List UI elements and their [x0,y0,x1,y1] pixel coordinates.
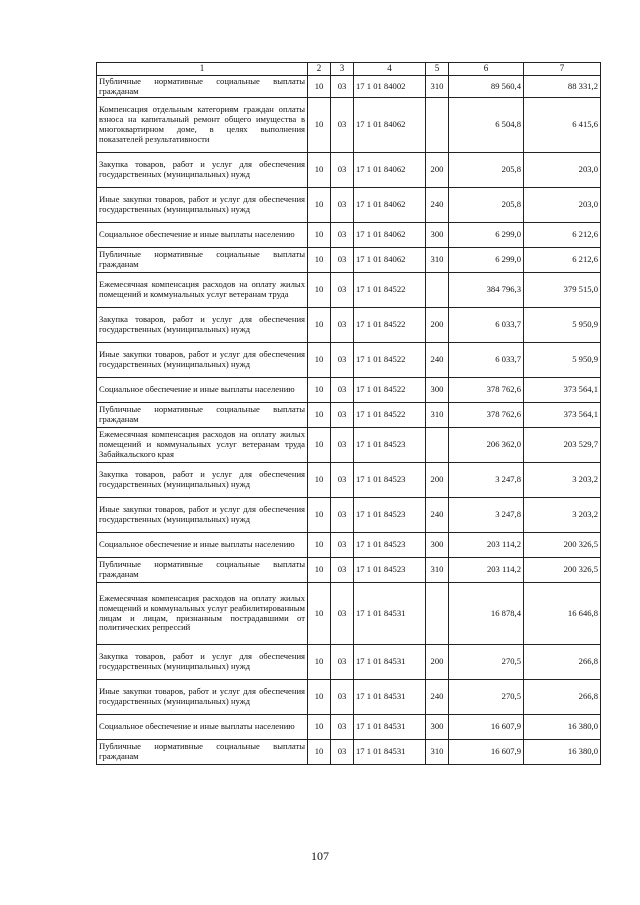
amount-col7-cell: 6 212,6 [524,248,601,273]
amount-col6-cell: 6 299,0 [449,248,524,273]
amount-col7-cell: 203,0 [524,153,601,188]
expense-type-cell: 310 [426,403,449,428]
table-row [97,403,601,428]
section-cell: 10 [308,428,331,463]
amount-col6-cell: 384 796,3 [449,273,524,308]
amount-col7-cell: 203 529,7 [524,428,601,463]
subsection-cell: 03 [331,498,354,533]
amount-col7-cell: 6 415,6 [524,98,601,153]
target-code-cell: 17 1 01 84531 [354,715,426,740]
section-cell: 10 [308,248,331,273]
row-name-cell: Компенсация отдельным категориям граждан оплаты взноса на капитальный ремонт общего имущества в многоквартирном доме, в целях выполнения показателей результативности [97,98,308,153]
subsection-cell: 03 [331,153,354,188]
subsection-cell: 03 [331,273,354,308]
amount-col7-cell: 203,0 [524,188,601,223]
column-header: 1 [97,63,308,76]
expense-type-cell: 300 [426,378,449,403]
row-name-cell: Закупка товаров, работ и услуг для обеспечения государственных (муниципальных) нужд [97,308,308,343]
row-name-cell: Публичные нормативные социальные выплаты гражданам [97,740,308,765]
amount-col6-cell: 6 504,8 [449,98,524,153]
subsection-cell: 03 [331,740,354,765]
row-name-cell: Иные закупки товаров, работ и услуг для обеспечения государственных (муниципальных) нужд [97,188,308,223]
row-name-cell: Социальное обеспечение и иные выплаты населению [97,378,308,403]
amount-col6-cell: 6 033,7 [449,308,524,343]
expense-type-cell [426,428,449,463]
section-cell: 10 [308,680,331,715]
amount-col6-cell: 16 607,9 [449,740,524,765]
table-row [97,740,601,765]
expense-type-cell: 300 [426,533,449,558]
subsection-cell: 03 [331,98,354,153]
table-row [97,153,601,188]
subsection-cell: 03 [331,715,354,740]
section-cell: 10 [308,343,331,378]
target-code-cell: 17 1 01 84062 [354,98,426,153]
section-cell: 10 [308,378,331,403]
table-row [97,498,601,533]
table-row [97,463,601,498]
budget-table [96,62,601,765]
subsection-cell: 03 [331,378,354,403]
row-name-cell: Закупка товаров, работ и услуг для обеспечения государственных (муниципальных) нужд [97,153,308,188]
row-name-cell: Публичные нормативные социальные выплаты гражданам [97,248,308,273]
subsection-cell: 03 [331,223,354,248]
subsection-cell: 03 [331,308,354,343]
subsection-cell: 03 [331,343,354,378]
target-code-cell: 17 1 01 84531 [354,645,426,680]
expense-type-cell [426,273,449,308]
target-code-cell: 17 1 01 84062 [354,153,426,188]
section-cell: 10 [308,273,331,308]
table-row [97,378,601,403]
target-code-cell: 17 1 01 84522 [354,308,426,343]
section-cell: 10 [308,558,331,583]
section-cell: 10 [308,223,331,248]
subsection-cell: 03 [331,403,354,428]
table-row [97,680,601,715]
amount-col7-cell: 266,8 [524,645,601,680]
target-code-cell: 17 1 01 84062 [354,248,426,273]
expense-type-cell: 300 [426,223,449,248]
expense-type-cell: 200 [426,463,449,498]
column-header: 4 [354,63,426,76]
row-name-cell: Иные закупки товаров, работ и услуг для обеспечения государственных (муниципальных) нужд [97,680,308,715]
section-cell: 10 [308,153,331,188]
amount-col7-cell: 373 564,1 [524,403,601,428]
table-row [97,343,601,378]
row-name-cell: Ежемесячная компенсация расходов на оплату жилых помещений и коммунальных услуг ветеранам труда [97,273,308,308]
subsection-cell: 03 [331,645,354,680]
section-cell: 10 [308,533,331,558]
section-cell: 10 [308,645,331,680]
subsection-cell: 03 [331,248,354,273]
section-cell: 10 [308,308,331,343]
table-row [97,188,601,223]
section-cell: 10 [308,740,331,765]
expense-type-cell: 300 [426,715,449,740]
table-row [97,645,601,680]
target-code-cell: 17 1 01 84522 [354,378,426,403]
expense-type-cell: 200 [426,153,449,188]
amount-col6-cell: 378 762,6 [449,403,524,428]
expense-type-cell: 240 [426,498,449,533]
amount-col6-cell: 270,5 [449,680,524,715]
subsection-cell: 03 [331,533,354,558]
section-cell: 10 [308,715,331,740]
subsection-cell: 03 [331,76,354,98]
amount-col6-cell: 206 362,0 [449,428,524,463]
amount-col6-cell: 203 114,2 [449,533,524,558]
expense-type-cell: 240 [426,188,449,223]
table-row [97,308,601,343]
amount-col6-cell: 203 114,2 [449,558,524,583]
target-code-cell: 17 1 01 84522 [354,343,426,378]
column-header: 6 [449,63,524,76]
amount-col6-cell: 16 607,9 [449,715,524,740]
row-name-cell: Социальное обеспечение и иные выплаты населению [97,533,308,558]
amount-col6-cell: 6 299,0 [449,223,524,248]
column-header: 7 [524,63,601,76]
row-name-cell: Публичные нормативные социальные выплаты гражданам [97,558,308,583]
target-code-cell: 17 1 01 84523 [354,533,426,558]
amount-col7-cell: 379 515,0 [524,273,601,308]
amount-col7-cell: 16 646,8 [524,583,601,645]
expense-type-cell: 310 [426,740,449,765]
expense-type-cell [426,98,449,153]
column-header: 5 [426,63,449,76]
table-row [97,248,601,273]
row-name-cell: Ежемесячная компенсация расходов на оплату жилых помещений и коммунальных услуг ветеранам труда Забайкальского края [97,428,308,463]
subsection-cell: 03 [331,463,354,498]
expense-type-cell: 310 [426,76,449,98]
target-code-cell: 17 1 01 84002 [354,76,426,98]
amount-col7-cell: 5 950,9 [524,343,601,378]
table-header-row [97,63,601,76]
subsection-cell: 03 [331,583,354,645]
target-code-cell: 17 1 01 84531 [354,740,426,765]
expense-type-cell: 310 [426,558,449,583]
amount-col6-cell: 270,5 [449,645,524,680]
target-code-cell: 17 1 01 84531 [354,583,426,645]
subsection-cell: 03 [331,428,354,463]
section-cell: 10 [308,403,331,428]
amount-col7-cell: 200 326,5 [524,558,601,583]
section-cell: 10 [308,498,331,533]
amount-col7-cell: 88 331,2 [524,76,601,98]
target-code-cell: 17 1 01 84522 [354,273,426,308]
amount-col6-cell: 16 878,4 [449,583,524,645]
amount-col6-cell: 205,8 [449,188,524,223]
amount-col6-cell: 205,8 [449,153,524,188]
subsection-cell: 03 [331,188,354,223]
target-code-cell: 17 1 01 84062 [354,188,426,223]
column-header: 2 [308,63,331,76]
row-name-cell: Иные закупки товаров, работ и услуг для обеспечения государственных (муниципальных) нужд [97,343,308,378]
table-row [97,223,601,248]
section-cell: 10 [308,76,331,98]
amount-col7-cell: 266,8 [524,680,601,715]
target-code-cell: 17 1 01 84523 [354,558,426,583]
section-cell: 10 [308,583,331,645]
target-code-cell: 17 1 01 84522 [354,403,426,428]
expense-type-cell: 310 [426,248,449,273]
amount-col6-cell: 3 247,8 [449,463,524,498]
table-row [97,583,601,645]
row-name-cell: Ежемесячная компенсация расходов на оплату жилых помещений и коммунальных услуг реабилитированным лицам и лицам, признанным пострадавшими от политических репрессий [97,583,308,645]
table-row [97,76,601,98]
target-code-cell: 17 1 01 84523 [354,463,426,498]
expense-type-cell: 200 [426,308,449,343]
row-name-cell: Закупка товаров, работ и услуг для обеспечения государственных (муниципальных) нужд [97,645,308,680]
row-name-cell: Социальное обеспечение и иные выплаты населению [97,715,308,740]
amount-col7-cell: 3 203,2 [524,463,601,498]
target-code-cell: 17 1 01 84531 [354,680,426,715]
amount-col6-cell: 6 033,7 [449,343,524,378]
amount-col6-cell: 89 560,4 [449,76,524,98]
row-name-cell: Публичные нормативные социальные выплаты гражданам [97,403,308,428]
amount-col7-cell: 3 203,2 [524,498,601,533]
amount-col7-cell: 16 380,0 [524,740,601,765]
amount-col7-cell: 373 564,1 [524,378,601,403]
target-code-cell: 17 1 01 84062 [354,223,426,248]
amount-col7-cell: 6 212,6 [524,223,601,248]
section-cell: 10 [308,98,331,153]
page-number: 107 [311,849,329,863]
target-code-cell: 17 1 01 84523 [354,428,426,463]
expense-type-cell: 240 [426,343,449,378]
table-row [97,533,601,558]
table-row [97,558,601,583]
column-header: 3 [331,63,354,76]
row-name-cell: Социальное обеспечение и иные выплаты населению [97,223,308,248]
section-cell: 10 [308,463,331,498]
amount-col7-cell: 5 950,9 [524,308,601,343]
subsection-cell: 03 [331,558,354,583]
table-row [97,98,601,153]
expense-type-cell: 200 [426,645,449,680]
expense-type-cell: 240 [426,680,449,715]
amount-col7-cell: 16 380,0 [524,715,601,740]
amount-col7-cell: 200 326,5 [524,533,601,558]
expense-type-cell [426,583,449,645]
table-row [97,715,601,740]
amount-col6-cell: 3 247,8 [449,498,524,533]
row-name-cell: Закупка товаров, работ и услуг для обеспечения государственных (муниципальных) нужд [97,463,308,498]
table-row [97,273,601,308]
subsection-cell: 03 [331,680,354,715]
table-row [97,428,601,463]
row-name-cell: Иные закупки товаров, работ и услуг для обеспечения государственных (муниципальных) нужд [97,498,308,533]
row-name-cell: Публичные нормативные социальные выплаты гражданам [97,76,308,98]
section-cell: 10 [308,188,331,223]
amount-col6-cell: 378 762,6 [449,378,524,403]
target-code-cell: 17 1 01 84523 [354,498,426,533]
